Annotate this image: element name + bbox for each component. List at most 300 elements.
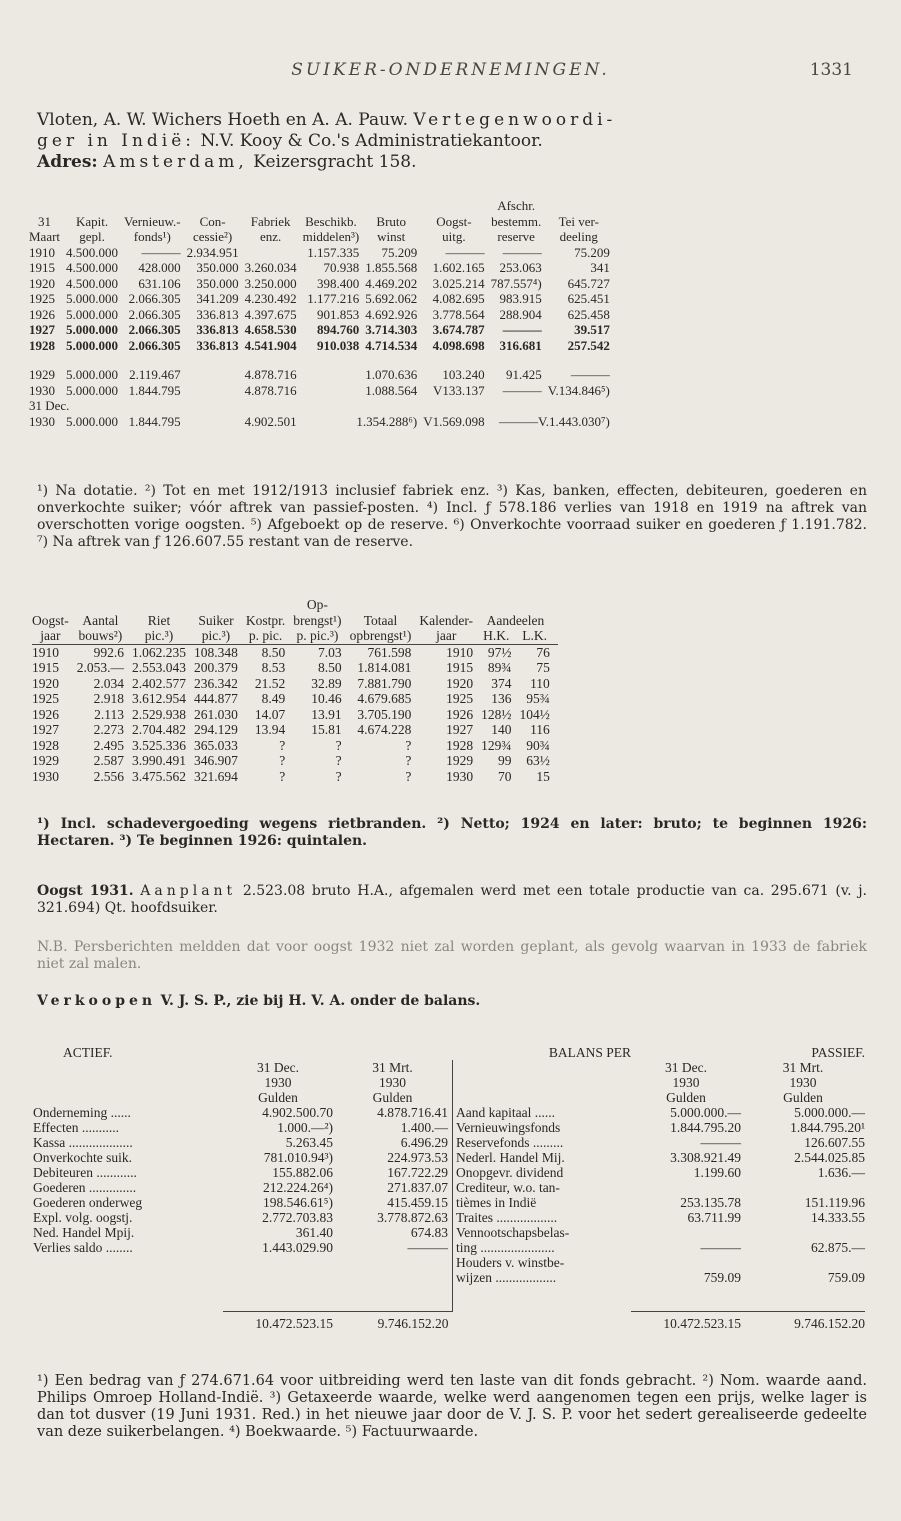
table-cell: 1928 bbox=[29, 337, 55, 353]
table-cell: 1926 bbox=[446, 706, 474, 722]
indie-label: ger in Indië: bbox=[37, 131, 196, 151]
footnotes-balance bbox=[37, 1373, 867, 1441]
asset-label: Ned. Handel Mpij. bbox=[33, 1225, 135, 1240]
column-header bbox=[481, 597, 558, 613]
asset-value-mrt: ——— bbox=[407, 1240, 448, 1255]
table-cell: 365.033 bbox=[194, 737, 238, 753]
table-cell: 374 bbox=[491, 675, 512, 691]
table-cell: 39.517 bbox=[574, 322, 610, 337]
table-cell: ? bbox=[335, 753, 342, 768]
table-row bbox=[29, 383, 622, 399]
column-header bbox=[246, 597, 293, 613]
column-header: Gulden bbox=[783, 1090, 823, 1105]
column-header bbox=[350, 597, 420, 613]
table-row bbox=[29, 307, 622, 323]
oogst-text: 2.523.08 bruto H.A., afgemalen werd met een totale productie van ca. 295.671 (v. j. 321.694) Qt. hoofdsuiker. bbox=[37, 883, 867, 916]
spacer bbox=[33, 1075, 223, 1090]
column-header: Op- bbox=[306, 597, 328, 612]
liability-label: Vernieuwingsfonds bbox=[453, 1120, 632, 1135]
balance-column-header bbox=[33, 1060, 865, 1075]
table-cell: 398.400 bbox=[316, 275, 360, 291]
table-cell: 8.50 bbox=[261, 644, 286, 660]
table-cell: 1915 bbox=[29, 260, 55, 275]
table-cell: 261.030 bbox=[194, 706, 238, 722]
intro-line-1 bbox=[37, 110, 867, 131]
balance-column-header bbox=[33, 1090, 865, 1105]
actief-heading: ACTIEF. bbox=[63, 1045, 113, 1060]
table-cell: 253.063 bbox=[499, 260, 542, 275]
column-header: deeling bbox=[559, 229, 598, 244]
table-cell: 2.495 bbox=[93, 737, 124, 753]
balance-total-row bbox=[33, 1312, 865, 1332]
table-cell: 4.692.926 bbox=[365, 306, 418, 322]
asset-value-dec: 4.902.500.70 bbox=[262, 1105, 333, 1120]
balance-row bbox=[33, 1225, 865, 1240]
table-cell: 2.066.305 bbox=[128, 322, 181, 337]
table-cell: 13.94 bbox=[254, 722, 286, 737]
directors-text: Vloten, A. W. Wichers Hoeth en A. A. Pauw. bbox=[37, 110, 408, 130]
liability-value-dec: 1.199.60 bbox=[693, 1165, 741, 1180]
liability-value-dec: 759.09 bbox=[703, 1270, 741, 1285]
balance-row bbox=[33, 1120, 865, 1135]
column-header bbox=[29, 198, 66, 214]
asset-value-mrt: 415.459.15 bbox=[387, 1195, 448, 1210]
balance-column-header bbox=[33, 1075, 865, 1090]
table-cell: 4.674.228 bbox=[357, 722, 412, 737]
total-liabilities-mrt: 9.746.152.20 bbox=[741, 1312, 865, 1332]
spacer bbox=[33, 1060, 223, 1075]
table-cell: 983.915 bbox=[499, 291, 542, 306]
table-row bbox=[32, 660, 558, 676]
table-cell: 5.692.062 bbox=[365, 291, 418, 306]
table-cell: 1.844.795 bbox=[128, 382, 181, 398]
table-cell: 3.260.034 bbox=[244, 260, 297, 275]
asset-value-dec: 1.443.029.90 bbox=[262, 1240, 333, 1255]
liability-value-dec bbox=[631, 1225, 741, 1240]
column-header: Kapit. bbox=[75, 213, 109, 229]
table-cell: 1929 bbox=[32, 753, 59, 768]
column-header: Kostpr. bbox=[245, 612, 286, 628]
table-cell: 2.053.— bbox=[76, 660, 124, 675]
oogst-1931 bbox=[37, 883, 867, 917]
column-header bbox=[419, 597, 481, 613]
asset-value-mrt: 674.83 bbox=[410, 1225, 448, 1240]
spacer bbox=[453, 1090, 632, 1105]
table-cell: 910.038 bbox=[316, 337, 360, 353]
table-cell: 1927 bbox=[32, 722, 59, 737]
table-cell: 1930 bbox=[29, 382, 55, 398]
table-cell: 1928 bbox=[446, 737, 474, 753]
asset-value-mrt: 6.496.29 bbox=[400, 1135, 448, 1150]
table-cell: 1928 bbox=[32, 737, 59, 753]
total-assets-dec: 10.472.523.15 bbox=[223, 1312, 333, 1332]
column-header: reserve bbox=[497, 229, 535, 244]
spacer-row bbox=[29, 353, 622, 367]
table-cell: 200.379 bbox=[194, 660, 238, 675]
spacer bbox=[33, 1312, 223, 1332]
column-header bbox=[124, 198, 187, 214]
table-row bbox=[29, 398, 622, 414]
liability-value-mrt: 1.844.795.20¹ bbox=[790, 1120, 865, 1135]
table-cell: 91.425 bbox=[505, 367, 542, 382]
table-cell: 3.674.787 bbox=[432, 322, 485, 337]
table-cell: ? bbox=[279, 737, 286, 753]
address-label: Adres: bbox=[37, 152, 98, 172]
table-cell: 104½ bbox=[519, 706, 550, 722]
column-header: bestemm. bbox=[491, 213, 542, 229]
table-cell: 3.612.954 bbox=[132, 691, 186, 706]
table-cell: 4.500.000 bbox=[66, 244, 119, 260]
column-header: brengst¹) bbox=[293, 612, 342, 628]
liability-label: ting ...................... bbox=[453, 1240, 632, 1255]
asset-label: Onverkochte suik. bbox=[33, 1150, 132, 1165]
table-cell: 341 bbox=[590, 260, 610, 275]
balance-row bbox=[33, 1255, 865, 1270]
table-cell: 5.000.000 bbox=[66, 306, 119, 322]
column-header: Tei ver- bbox=[558, 213, 599, 229]
table-cell: 75.209 bbox=[574, 244, 610, 260]
liability-label: Aand kapitaal ...... bbox=[453, 1105, 632, 1120]
table-row bbox=[29, 322, 622, 338]
table-cell: 4.902.501 bbox=[244, 413, 297, 429]
balance-row bbox=[33, 1195, 865, 1210]
table-cell: ? bbox=[279, 753, 286, 768]
spacer-row bbox=[33, 1285, 865, 1312]
footnotes-table2 bbox=[37, 816, 867, 850]
table-cell: 63½ bbox=[526, 753, 550, 768]
table-row bbox=[32, 691, 558, 707]
table-cell: 1915 bbox=[446, 660, 474, 675]
column-header: uitg. bbox=[442, 229, 466, 244]
table-cell: 1.602.165 bbox=[432, 260, 485, 275]
table-cell: 350.000 bbox=[196, 260, 239, 275]
asset-value-mrt: 167.722.29 bbox=[387, 1165, 448, 1180]
column-header bbox=[365, 198, 423, 214]
asset-value-dec: 155.882.06 bbox=[272, 1165, 333, 1180]
column-header: Riet bbox=[147, 612, 171, 628]
table-cell: ——— bbox=[445, 244, 485, 260]
table-cell: 4.679.685 bbox=[357, 691, 412, 706]
liability-value-mrt bbox=[741, 1225, 865, 1240]
liability-value-dec: 5.000.000.— bbox=[670, 1105, 741, 1120]
asset-label: Onderneming ...... bbox=[33, 1105, 131, 1120]
table-cell: 288.904 bbox=[499, 306, 542, 322]
intro-block bbox=[37, 110, 867, 173]
table-row bbox=[29, 367, 622, 383]
table-cell: 1.855.568 bbox=[365, 260, 418, 275]
table-cell: ——— bbox=[141, 244, 181, 260]
table-row bbox=[32, 769, 558, 785]
table-cell: 70.938 bbox=[323, 260, 360, 275]
table-cell: ——— bbox=[502, 382, 542, 398]
table-cell: 110 bbox=[530, 675, 550, 691]
column-header bbox=[303, 198, 366, 214]
table-cell: ? bbox=[335, 737, 342, 753]
table-cell: 1910 bbox=[446, 644, 474, 660]
liability-value-mrt: 5.000.000.— bbox=[794, 1105, 865, 1120]
table-cell: 316.681 bbox=[499, 337, 542, 353]
table-cell: 3.250.000 bbox=[244, 275, 297, 291]
column-header: Bruto bbox=[376, 213, 407, 229]
liability-value-mrt: 2.544.025.85 bbox=[794, 1150, 865, 1165]
address-city: Amsterdam, bbox=[103, 152, 248, 172]
asset-label: Debiteuren ............ bbox=[33, 1165, 137, 1180]
table-row bbox=[32, 722, 558, 738]
table-cell: 321.694 bbox=[194, 768, 238, 784]
table-cell: 2.066.305 bbox=[128, 291, 181, 306]
asset-label: Goederen .............. bbox=[33, 1180, 137, 1195]
asset-label: Expl. volg. oogstj. bbox=[33, 1210, 133, 1225]
table-cell: 2.934.951 bbox=[186, 244, 239, 260]
column-header bbox=[616, 198, 622, 214]
balance-sheet bbox=[33, 1045, 865, 1331]
table-cell: 1.070.636 bbox=[365, 367, 418, 382]
table-cell: ? bbox=[405, 768, 412, 784]
nb-note bbox=[37, 939, 867, 973]
asset-label: Goederen onderweg bbox=[33, 1195, 143, 1210]
table-cell: 2.918 bbox=[93, 691, 124, 706]
column-header: winst bbox=[377, 229, 406, 244]
table-cell: 15.81 bbox=[311, 722, 342, 737]
table-cell: 346.907 bbox=[194, 753, 238, 768]
table-cell: 2.066.305 bbox=[128, 306, 181, 322]
table-cell: 1927 bbox=[29, 322, 55, 337]
table-cell: 3.525.336 bbox=[132, 737, 186, 753]
address-line bbox=[37, 152, 867, 173]
column-header: 1930 bbox=[264, 1075, 292, 1090]
table-cell: 2.529.938 bbox=[132, 706, 186, 722]
footnote-text: ¹) Na dotatie. ²) Tot en met 1912/1913 inclusief fabriek enz. ³) Kas, banken, effecten, debiteuren, goederen en onverkochte suiker; vóór aftrek van passief-posten. ⁴) Incl. ƒ 578.186 verlies van 1918 en 1919 na aftrek van overschotten vorige oogsten. ⁵) Afgeboekt op de reserve. ⁶) Onverkochte voorraad suiker en goederen ƒ 1.191.782. ⁷) Na aftrek van ƒ 126.607.55 restant van de reserve. bbox=[37, 483, 867, 550]
liability-label: Houders v. winstbe- bbox=[453, 1255, 632, 1270]
table-cell: 8.53 bbox=[261, 660, 286, 675]
asset-value-dec: 361.40 bbox=[295, 1225, 333, 1240]
column-header: Maart bbox=[29, 229, 61, 244]
balance-row bbox=[33, 1210, 865, 1225]
table-cell: 3.990.491 bbox=[132, 753, 186, 768]
column-header: Gulden bbox=[372, 1090, 413, 1105]
table-cell: 761.598 bbox=[367, 644, 412, 660]
table-cell: 90¾ bbox=[526, 737, 550, 753]
balance-row bbox=[33, 1135, 865, 1150]
column-header bbox=[66, 198, 124, 214]
asset-label: Kassa ................... bbox=[33, 1135, 133, 1150]
total-assets-mrt: 9.746.152.20 bbox=[333, 1312, 453, 1332]
table-cell: 1910 bbox=[29, 244, 55, 260]
liability-label: Traites .................. bbox=[453, 1210, 632, 1225]
table-cell: 1930 bbox=[29, 413, 55, 429]
table-cell: 1920 bbox=[29, 275, 55, 291]
liability-label: Nederl. Handel Mij. bbox=[453, 1150, 632, 1165]
table-cell: 1930 bbox=[446, 768, 474, 784]
table-cell: 4.541.904 bbox=[244, 337, 297, 353]
spacer bbox=[453, 1312, 632, 1332]
address-street: Keizersgracht 158. bbox=[253, 152, 417, 172]
financial-history-table bbox=[29, 198, 622, 429]
table-cell: 1.062.235 bbox=[132, 644, 186, 660]
table-cell: 1920 bbox=[446, 675, 474, 691]
balance-row bbox=[33, 1150, 865, 1165]
table-cell: 787.557⁴) bbox=[490, 275, 542, 291]
table-cell: 4.082.695 bbox=[432, 291, 485, 306]
column-header: middelen³) bbox=[302, 229, 360, 244]
table-cell: ——— bbox=[570, 367, 610, 382]
liability-value-mrt: 759.09 bbox=[827, 1270, 865, 1285]
table-cell: 3.475.562 bbox=[132, 768, 186, 784]
spacer bbox=[453, 1075, 632, 1090]
table-cell: 10.46 bbox=[311, 691, 342, 706]
table-cell: 236.342 bbox=[194, 675, 238, 691]
table-cell: 1925 bbox=[29, 291, 55, 306]
intro-line-2 bbox=[37, 131, 867, 152]
table-cell: V133.137 bbox=[432, 382, 485, 398]
table-cell: 128½ bbox=[481, 706, 512, 722]
date-label: 31 Dec. bbox=[29, 398, 70, 413]
table-cell: 1925 bbox=[446, 691, 474, 706]
verkoopen-text: V. J. S. P., zie bij H. V. A. onder de balans. bbox=[160, 993, 481, 1009]
table-cell: ——— bbox=[502, 322, 542, 337]
liability-label: Onopgevr. dividend bbox=[453, 1165, 632, 1180]
table-cell: 1.844.795 bbox=[128, 413, 181, 429]
liability-value-mrt: 1.636.— bbox=[817, 1165, 865, 1180]
table-cell: 4.878.716 bbox=[244, 382, 297, 398]
column-header: p. pic.³) bbox=[293, 628, 349, 644]
column-header: Oogst- bbox=[32, 612, 69, 628]
column-header: Afschr. bbox=[497, 198, 536, 213]
table-cell: V1.569.098 bbox=[423, 413, 485, 429]
table-row bbox=[29, 260, 622, 276]
column-header bbox=[245, 198, 303, 214]
table-cell: 428.000 bbox=[138, 260, 181, 275]
table-header-row bbox=[32, 597, 558, 613]
table-cell: 5.000.000 bbox=[66, 413, 119, 429]
table-cell: 5.000.000 bbox=[66, 291, 119, 306]
page-title: SUIKER-ONDERNEMINGEN. bbox=[291, 60, 610, 80]
table-cell: 625.458 bbox=[567, 306, 610, 322]
table-cell: 4.658.530 bbox=[244, 322, 297, 337]
column-header: 31 Dec. bbox=[257, 1060, 299, 1075]
table-cell: 3.705.190 bbox=[357, 706, 412, 722]
liability-label: wijzen .................. bbox=[453, 1270, 632, 1285]
column-header: 31 Mrt. bbox=[372, 1060, 413, 1075]
liability-value-mrt bbox=[741, 1255, 865, 1270]
table-cell: 2.034 bbox=[93, 675, 124, 691]
page-number: 1331 bbox=[809, 60, 853, 80]
table-cell: V.134.846⁵) bbox=[547, 382, 610, 398]
liability-label: Reservefonds ......... bbox=[453, 1135, 632, 1150]
asset-value-dec: 212.224.26⁴) bbox=[263, 1180, 333, 1195]
column-header: opbrengst¹) bbox=[350, 628, 420, 644]
column-header: Totaal bbox=[363, 612, 398, 628]
oogst-paragraph bbox=[37, 883, 867, 917]
table-cell: 901.853 bbox=[316, 306, 360, 322]
spacer bbox=[29, 353, 616, 367]
nb-text: N.B. Persberichten meldden dat voor oogst 1932 niet zal worden geplant, als gevolg waarvan in 1933 de fabriek niet zal malen. bbox=[37, 939, 867, 972]
table-cell: 70 bbox=[497, 768, 512, 784]
table-cell: 2.119.467 bbox=[129, 367, 181, 382]
column-header bbox=[194, 597, 246, 613]
column-header: Aandeelen bbox=[486, 612, 545, 628]
table-header-row bbox=[29, 198, 622, 214]
column-header: Suiker bbox=[198, 612, 234, 628]
asset-label: Effecten ........... bbox=[33, 1120, 119, 1135]
table-cell: 625.451 bbox=[567, 291, 610, 306]
asset-value-dec: 2.772.703.83 bbox=[262, 1210, 333, 1225]
column-header: Oogst- bbox=[436, 213, 472, 229]
spacer bbox=[33, 1255, 453, 1270]
liability-value-dec bbox=[631, 1180, 741, 1195]
table-cell: 1920 bbox=[32, 675, 59, 691]
liability-value-dec: 3.308.921.49 bbox=[670, 1150, 741, 1165]
table-cell: 4.469.202 bbox=[365, 275, 418, 291]
column-header: cessie²) bbox=[192, 229, 233, 244]
column-header: Fabriek bbox=[250, 213, 291, 229]
table-cell: 14.07 bbox=[254, 706, 286, 722]
table-cell: 1929 bbox=[446, 753, 474, 768]
table-cell: 4.397.675 bbox=[244, 306, 297, 322]
table-cell: 76 bbox=[536, 644, 550, 660]
table-cell: 257.542 bbox=[567, 337, 610, 353]
verkoopen-paragraph bbox=[37, 993, 867, 1010]
table-cell: 341.209 bbox=[196, 291, 239, 306]
column-header: Gulden bbox=[666, 1090, 706, 1105]
column-header bbox=[423, 198, 490, 214]
aanplant-label: Aanplant bbox=[140, 883, 237, 899]
table-row bbox=[32, 753, 558, 769]
asset-value-mrt: 3.778.872.63 bbox=[377, 1210, 448, 1225]
table-cell: 99 bbox=[497, 753, 512, 768]
table-cell: 97½ bbox=[487, 644, 512, 660]
table-cell: 13.91 bbox=[311, 706, 342, 722]
table-cell: 444.877 bbox=[194, 691, 238, 706]
table-cell: 1.157.335 bbox=[307, 244, 360, 260]
column-header: H.K. bbox=[481, 628, 519, 644]
column-header bbox=[132, 597, 194, 613]
table-cell: 1.814.081 bbox=[357, 660, 412, 675]
table-cell: 75.209 bbox=[381, 244, 418, 260]
table-cell: 2.556 bbox=[93, 768, 124, 784]
table-header-row bbox=[29, 229, 622, 245]
table-cell: 140 bbox=[491, 722, 512, 737]
table-cell: 2.587 bbox=[93, 753, 124, 768]
table-cell: 4.500.000 bbox=[66, 260, 119, 275]
table-cell: 2.704.482 bbox=[132, 722, 186, 737]
verkoopen-line bbox=[37, 993, 867, 1010]
liability-value-mrt: 14.333.55 bbox=[811, 1210, 865, 1225]
table-cell: 5.000.000 bbox=[66, 382, 119, 398]
table-cell: 108.348 bbox=[194, 644, 238, 660]
table-cell: 2.553.043 bbox=[132, 660, 186, 675]
table-cell: 129¾ bbox=[481, 737, 512, 753]
column-header: 31 bbox=[38, 213, 52, 229]
table-cell: 4.878.716 bbox=[244, 367, 297, 382]
asset-value-mrt: 4.878.716.41 bbox=[377, 1105, 448, 1120]
table-cell: 3.778.564 bbox=[432, 306, 485, 322]
table-row bbox=[29, 245, 622, 261]
table-cell: 992.6 bbox=[93, 644, 124, 660]
table-cell: ? bbox=[279, 768, 286, 784]
footnote-text: ¹) Incl. schadevergoeding wegens rietbranden. ²) Netto; 1924 en later: bruto; te beginnen 1926: Hectaren. ³) Te beginnen 1926: quintalen. bbox=[37, 816, 867, 849]
column-header: 31 Mrt. bbox=[782, 1060, 824, 1075]
asset-value-mrt: 271.837.07 bbox=[387, 1180, 448, 1195]
table-cell: ? bbox=[405, 737, 412, 753]
table-cell bbox=[245, 245, 303, 261]
table-cell: 8.50 bbox=[317, 660, 342, 675]
column-header: Vernieuw.- bbox=[124, 213, 181, 229]
table-cell: 5.000.000 bbox=[66, 322, 119, 337]
running-header bbox=[0, 60, 901, 86]
oogst-label: Oogst 1931. bbox=[37, 883, 134, 899]
balance-row bbox=[33, 1165, 865, 1180]
